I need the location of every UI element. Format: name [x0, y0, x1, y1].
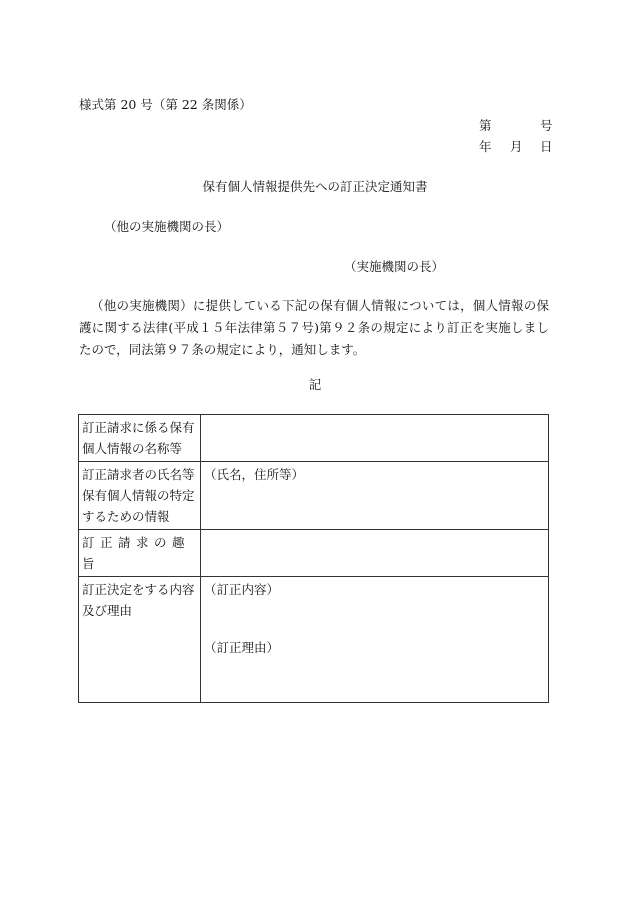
row-label-request-purpose: 訂正請求の趣旨: [79, 530, 201, 577]
table-row: [79, 415, 549, 462]
correction-content-label: （訂正内容）: [204, 582, 280, 597]
body-paragraph: （他の実施機関）に提供している下記の保有個人情報については，個人情報の保護に関する法律(平成１５年法律第５７号)第９２条の規定により訂正を実施しましたので，同法第９７条の規定により，通知します。: [79, 298, 549, 357]
row-value-decision: [201, 577, 549, 703]
document-number-suffix: 号: [540, 118, 553, 133]
date-month-label: 月: [510, 139, 523, 154]
document-title: 保有個人情報提供先への訂正決定通知書: [202, 179, 428, 194]
table-row: [79, 462, 549, 530]
recipient: （他の実施機関の長）: [104, 219, 230, 234]
form-number: 様式第 20 号（第 22 条関係）: [79, 97, 252, 112]
date-day-label: 日: [540, 139, 553, 154]
row-value-record-name: [201, 415, 549, 462]
document-number-prefix: 第: [479, 118, 492, 133]
row-value-request-purpose: [201, 530, 549, 577]
table-row: [79, 577, 549, 703]
table-row: [79, 530, 549, 577]
date-year-label: 年: [479, 139, 492, 154]
ki-heading: 記: [308, 377, 322, 392]
sender: （実施機関の長）: [344, 259, 445, 274]
row-label-record-name: 訂正請求に係る保有個人情報の名称等: [79, 415, 201, 462]
row-label-requester-info: 訂正請求者の氏名等保有個人情報の特定するための情報: [79, 462, 201, 530]
record-table: [78, 414, 549, 703]
correction-reason-label: （訂正理由）: [204, 640, 280, 655]
row-label-decision: 訂正決定をする内容及び理由: [79, 577, 201, 703]
row-value-requester-info: （氏名，住所等）: [201, 462, 549, 530]
